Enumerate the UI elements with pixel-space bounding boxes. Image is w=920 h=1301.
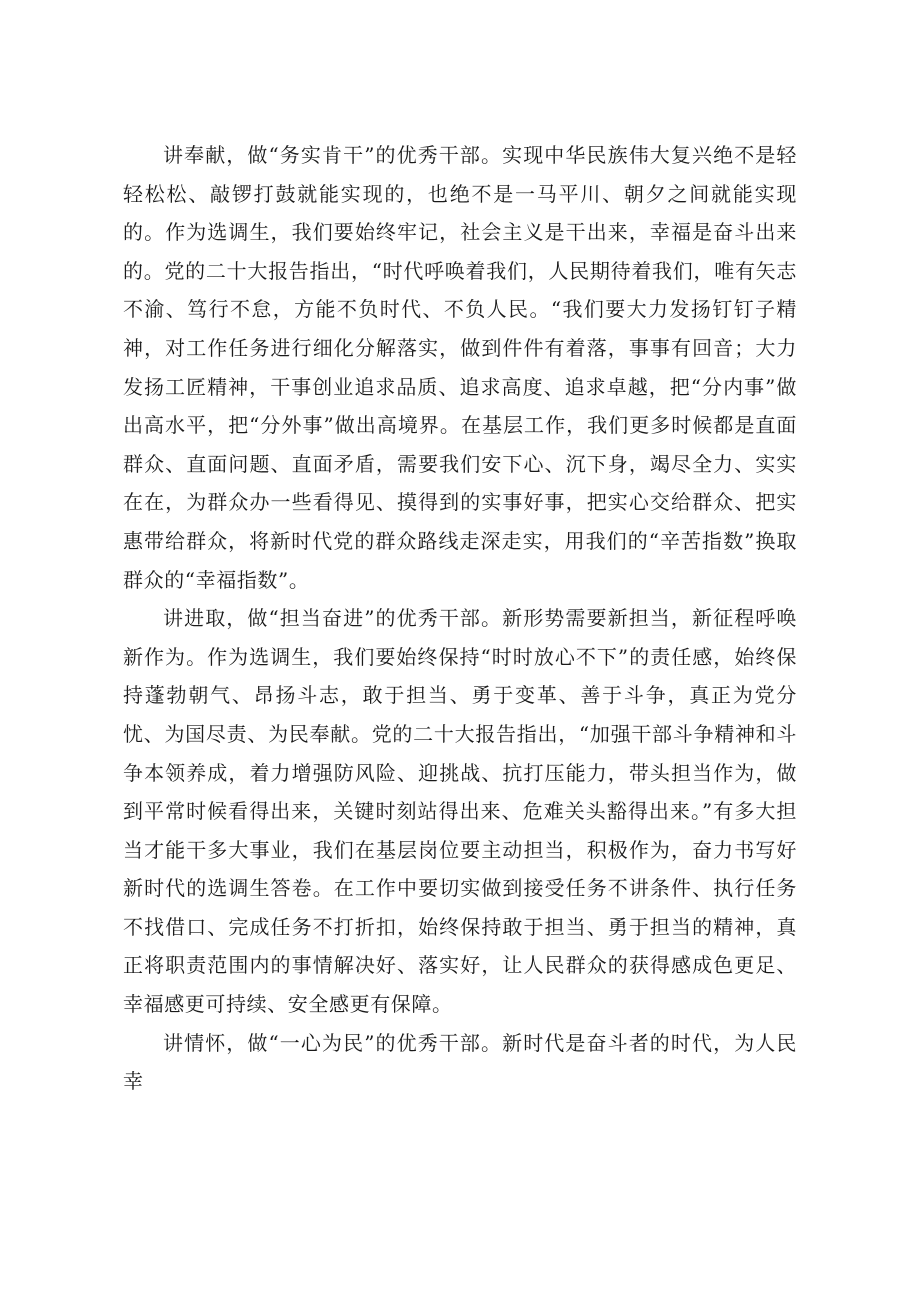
paragraph-dedication: 讲奉献，做“务实肯干”的优秀干部。实现中华民族伟大复兴绝不是轻轻松松、敲锣打鼓就能实现的，也绝不是一马平川、朝夕之间就能实现的。作为选调生，我们要始终牢记，社会主义是干出来，幸福是奋斗出来的。党的二十大报告指出，“时代呼唤着我们，人民期待着我们，唯有矢志不渝、笃行不怠，方能不负时代、不负人民。“我们要大力发扬钉钉子精神，对工作任务进行细化分解落实，做到件件有着落，事事有回音；大力发扬工匠精神，干事创业追求品质、追求高度、追求卓越，把“分内事”做出高水平，把“分外事”做出高境界。在基层工作，我们更多时候都是直面群众、直面问题、直面矛盾，需要我们安下心、沉下身，竭尽全力、实实在在，为群众办一些看得见、摸得到的实事好事，把实心交给群众、把实惠带给群众，将新时代党的群众路线走深走实，用我们的“辛苦指数”换取群众的“幸福指数”。 [123,143,797,592]
paragraph-sentiment: 讲情怀，做“一心为民”的优秀干部。新时代是奋斗者的时代，为人民幸 [123,1030,797,1094]
document-body [123,136,797,1101]
paragraph-enterprise: 讲进取，做“担当奋进”的优秀干部。新形势需要新担当，新征程呼唤新作为。作为选调生，我们要始终保持“时时放心不下”的责任感，始终保持蓬勃朝气、昂扬斗志，敢于担当、勇于变革、善于斗争，真正为党分忧、为国尽责、为民奉献。党的二十大报告指出，“加强干部斗争精神和斗争本领养成，着力增强防风险、迎挑战、抗打压能力，带头担当作为，做到平常时候看得出来，关键时刻站得出来、危难关头豁得出来。”有多大担当才能干多大事业，我们在基层岗位要主动担当，积极作为，奋力书写好新时代的选调生答卷。在工作中要切实做到接受任务不讲条件、执行任务不找借口、完成任务不打折扣，始终保持敢于担当、勇于担当的精神，真正将职责范围内的事情解决好、落实好，让人民群众的获得感成色更足、幸福感更可持续、安全感更有保障。 [123,606,797,1017]
